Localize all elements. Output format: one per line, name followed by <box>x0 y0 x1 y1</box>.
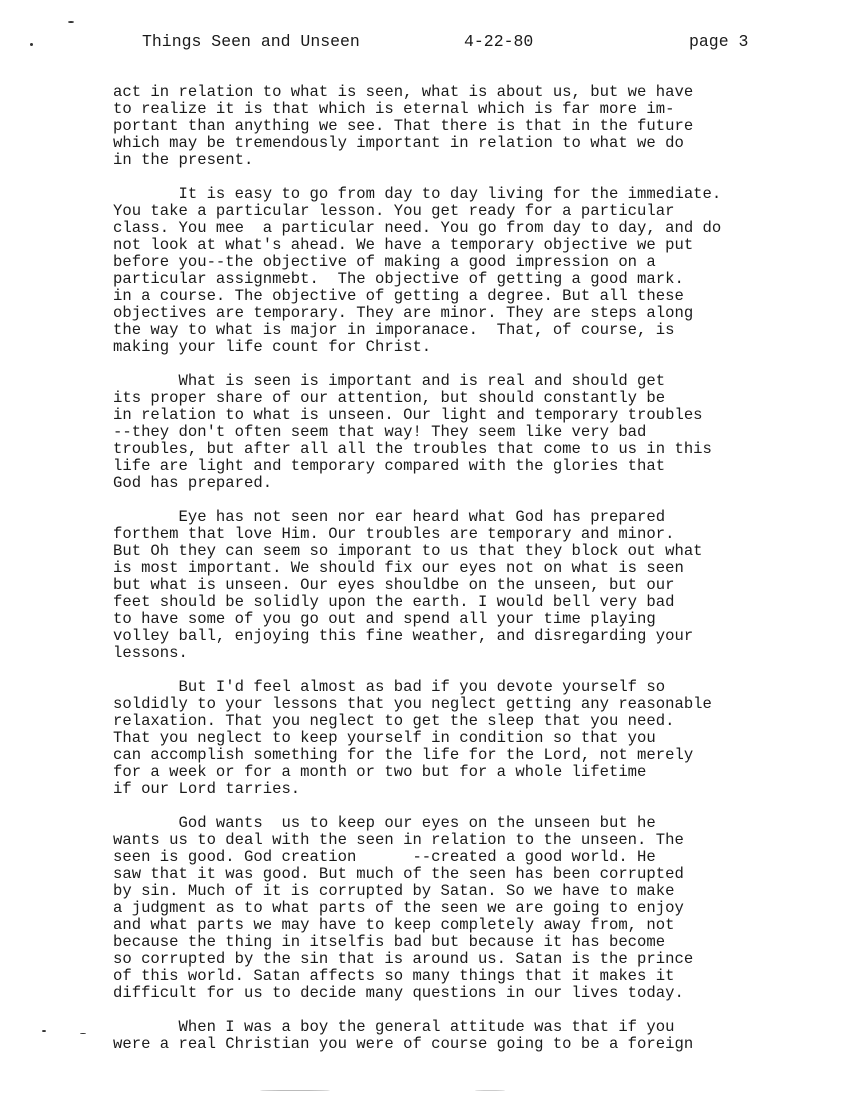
text-line: wants us to deal with the seen in relation to the unseen. The <box>113 831 684 849</box>
scan-speck <box>68 21 74 23</box>
text-line: seen is good. God creation --created a good world. He <box>113 848 656 866</box>
page-number: page 3 <box>689 32 749 51</box>
text-line: by sin. Much of it is corrupted by Satan. So we have to make <box>113 882 675 900</box>
text-line: of this world. Satan affects so many things that it makes it <box>113 967 675 985</box>
text-line: can accomplish something for the life for the Lord, not merely <box>113 746 694 764</box>
scan-speck <box>42 1030 46 1032</box>
text-line: objectives are temporary. They are minor. They are steps along <box>113 304 694 322</box>
text-line: feet should be solidly upon the earth. I would bell very bad <box>113 593 675 611</box>
text-line: to have some of you go out and spend all your time playing <box>113 610 656 628</box>
text-line: You take a particular lesson. You get ready for a particular <box>113 202 675 220</box>
text-line: --they don't often seem that way! They seem like very bad <box>113 423 647 441</box>
text-line: a judgment as to what parts of the seen we are going to enjoy <box>113 899 684 917</box>
paragraph <box>113 815 773 1002</box>
text-line: making your life count for Christ. <box>113 338 432 356</box>
scan-speck <box>30 43 33 46</box>
text-line: difficult for us to decide many questions in our lives today. <box>113 984 684 1002</box>
text-line: because the thing in itselfis bad but because it has become <box>113 933 666 951</box>
text-line: When I was a boy the general attitude was that if you <box>113 1018 675 1036</box>
text-line: so corrupted by the sin that is around us. Satan is the prince <box>113 950 694 968</box>
scan-speck <box>80 1033 86 1034</box>
text-line: portant than anything we see. That there is that in the future <box>113 117 694 135</box>
document-date: 4-22-80 <box>464 32 534 51</box>
text-line: in a course. The objective of getting a degree. But all these <box>113 287 684 305</box>
text-line: in the present. <box>113 151 254 169</box>
text-line: What is seen is important and is real and should get <box>113 372 666 390</box>
text-line: particular assignmebt. The objective of getting a good mark. <box>113 270 684 288</box>
paragraph <box>113 84 773 169</box>
paragraph <box>113 509 773 662</box>
text-line: the way to what is major in imporanace. That, of course, is <box>113 321 675 339</box>
text-line: But I'd feel almost as bad if you devote yourself so <box>113 678 666 696</box>
text-line: to realize it is that which is eternal which is far more im- <box>113 100 675 118</box>
text-line: act in relation to what is seen, what is about us, but we have <box>113 83 694 101</box>
scan-speck <box>475 1090 505 1091</box>
text-line: That you neglect to keep yourself in condition so that you <box>113 729 656 747</box>
text-line: but what is unseen. Our eyes shouldbe on the unseen, but our <box>113 576 675 594</box>
text-line: life are light and temporary compared with the glories that <box>113 457 666 475</box>
text-line: not look at what's ahead. We have a temporary objective we put <box>113 236 694 254</box>
running-header <box>0 32 848 54</box>
text-line: class. You mee a particular need. You go from day to day, and do <box>113 219 722 237</box>
text-line: forthem that love Him. Our troubles are temporary and minor. <box>113 525 675 543</box>
text-line: and what parts we may have to keep completely away from, not <box>113 916 675 934</box>
paragraph <box>113 1019 773 1053</box>
text-line: in relation to what is unseen. Our light and temporary troubles <box>113 406 703 424</box>
body-text <box>113 84 773 1070</box>
text-line: relaxation. That you neglect to get the sleep that you need. <box>113 712 675 730</box>
text-line: troubles, but after all all the troubles that come to us in this <box>113 440 712 458</box>
text-line: saw that it was good. But much of the seen has been corrupted <box>113 865 684 883</box>
text-line: God wants us to keep our eyes on the unseen but he <box>113 814 656 832</box>
text-line: soldidly to your lessons that you neglect getting any reasonable <box>113 695 712 713</box>
text-line: were a real Christian you were of course going to be a foreign <box>113 1035 694 1053</box>
text-line: for a week or for a month or two but for a whole lifetime <box>113 763 647 781</box>
text-line: But Oh they can seem so imporant to us that they block out what <box>113 542 703 560</box>
text-line: if our Lord tarries. <box>113 780 301 798</box>
text-line: volley ball, enjoying this fine weather, and disregarding your <box>113 627 694 645</box>
text-line: is most important. We should fix our eyes not on what is seen <box>113 559 684 577</box>
text-line: lessons. <box>113 644 188 662</box>
paragraph <box>113 679 773 798</box>
text-line: its proper share of our attention, but should constantly be <box>113 389 666 407</box>
text-line: It is easy to go from day to day living for the immediate. <box>113 185 722 203</box>
text-line: God has prepared. <box>113 474 273 492</box>
scan-speck <box>260 1090 330 1091</box>
document-title: Things Seen and Unseen <box>142 32 360 51</box>
text-line: which may be tremendously important in relation to what we do <box>113 134 684 152</box>
paragraph <box>113 373 773 492</box>
paragraph <box>113 186 773 356</box>
text-line: Eye has not seen nor ear heard what God has prepared <box>113 508 666 526</box>
text-line: before you--the objective of making a good impression on a <box>113 253 656 271</box>
